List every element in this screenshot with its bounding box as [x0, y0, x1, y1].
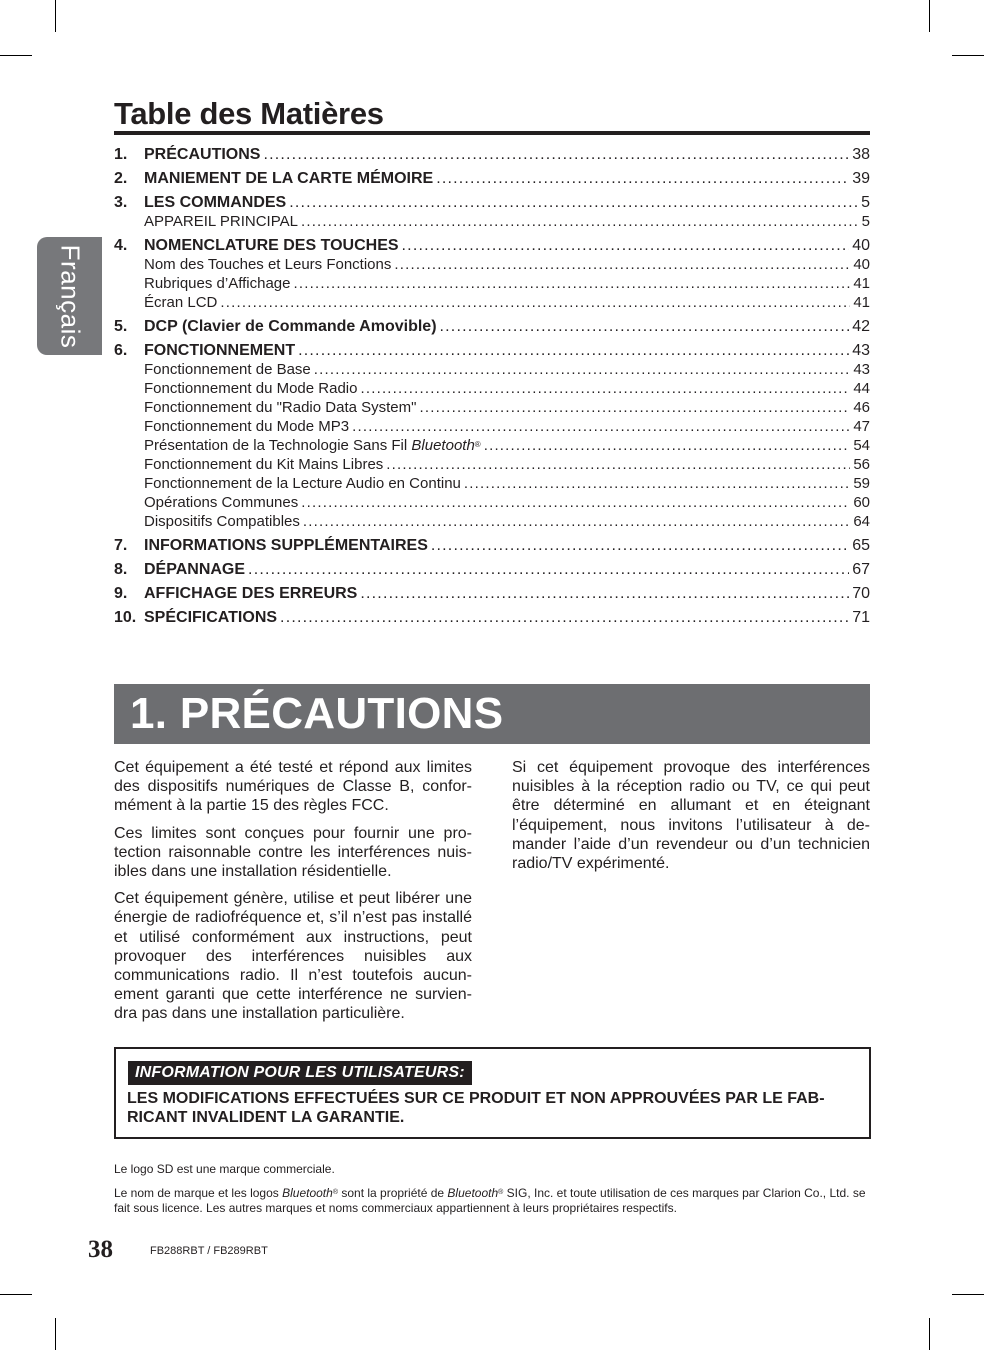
toc-leader-dots — [360, 584, 849, 603]
toc-entry-page: 64 — [853, 513, 870, 530]
toc-entry-number: 7. — [114, 537, 128, 554]
registered-mark: ® — [498, 1189, 504, 1196]
toc-subentry[interactable] — [114, 493, 870, 512]
page-number: 38 — [88, 1236, 113, 1263]
toc-entry-number: 4. — [114, 237, 128, 254]
paragraph: Cet équipement génère, utilise et peut libérer une énergie de radiofréquence et, s’il n’est pas installé et utilisé conformément aux instructions, peut provoquer des interférences nuisibles aux communications radio. Il n’est toutefois aucunement garanti que cette interférence ne surviendra pas dans une installation particulière. — [114, 890, 472, 1023]
toc-leader-dots — [436, 169, 849, 188]
toc-entry-label — [144, 169, 433, 188]
toc-entry-page: 70 — [852, 585, 870, 602]
registered-mark: ® — [474, 440, 481, 449]
toc-entry-label — [144, 255, 391, 274]
toc-entry-label-text: Fonctionnement du Mode Radio — [144, 380, 358, 397]
footnote-italic: Bluetooth — [282, 1186, 333, 1200]
toc-entry-label-text: Écran LCD — [144, 294, 218, 311]
toc-leader-dots — [289, 193, 858, 212]
toc-entry-label — [144, 560, 245, 579]
toc-subentry[interactable] — [114, 455, 870, 474]
footnote-italic: Bluetooth — [447, 1186, 499, 1200]
toc-entry-label-text: Fonctionnement du Kit Mains Libres — [144, 456, 384, 473]
crop-mark — [952, 1294, 984, 1295]
toc-entry-label — [144, 379, 357, 398]
toc-leader-dots — [394, 255, 850, 274]
toc-leader-dots — [293, 274, 850, 293]
toc-entry[interactable] — [114, 169, 870, 188]
toc-entry-page: 54 — [853, 437, 870, 454]
toc-entry-page: 42 — [852, 318, 870, 335]
toc-entry-label — [144, 360, 311, 379]
toc-leader-dots — [419, 398, 850, 417]
toc-entry[interactable] — [114, 584, 870, 603]
toc-subentry[interactable] — [114, 274, 870, 293]
toc-entry-page: 65 — [852, 537, 870, 554]
right-column — [512, 758, 870, 881]
toc-leader-dots — [314, 360, 851, 379]
toc-entry-label — [144, 436, 481, 455]
toc-leader-dots — [263, 145, 849, 164]
toc-entry-page: 60 — [853, 494, 870, 511]
toc-entry-label — [144, 493, 298, 512]
toc-leader-dots — [248, 560, 849, 579]
toc-leader-dots — [431, 536, 849, 555]
footnote-text: SIG, Inc. et toute utilisation de ces marques par Clarion Co., Ltd. se fait sous licence. Les autres marques et noms commerciaux appartiennent à leurs propriétaires respectifs. — [114, 1186, 866, 1215]
toc-entry-label-text: MANIEMENT DE LA CARTE MÉMOIRE — [144, 170, 434, 187]
toc-entry-label-text: PRÉCAUTIONS — [144, 146, 261, 163]
info-box-text: LES MODIFICATIONS EFFECTUÉES SUR CE PRODUIT ET NON APPROUVÉES PAR LE FABRICANT INVALIDENT LA GARANTIE. — [127, 1090, 825, 1126]
toc-entry-label-text: FONCTIONNEMENT — [144, 342, 296, 359]
toc-entry[interactable] — [114, 536, 870, 555]
toc-leader-dots — [301, 212, 859, 231]
toc-entry-number: 9. — [114, 585, 128, 602]
toc-entry[interactable] — [114, 560, 870, 579]
toc-entry-label-text: DÉPANNAGE — [144, 561, 246, 578]
toc-entry-label-text: Fonctionnement de la Lecture Audio en Continu — [144, 475, 461, 492]
crop-mark — [929, 1318, 930, 1350]
toc-entry-page: 46 — [853, 399, 870, 416]
toc-title: Table des Matières — [114, 96, 384, 131]
toc-entry-label — [144, 512, 300, 531]
toc-leader-dots — [220, 293, 850, 312]
toc-entry-label-text: Fonctionnement du Mode MP3 — [144, 418, 350, 435]
toc-entry-label-text: Rubriques d’Affichage — [144, 275, 291, 292]
toc-entry-page: 38 — [852, 146, 870, 163]
toc-leader-dots — [303, 512, 850, 531]
toc-entry[interactable] — [114, 317, 870, 336]
toc-entry-label-text: Fonctionnement du "Radio Data System" — [144, 399, 417, 416]
toc-subentry[interactable] — [114, 398, 870, 417]
toc-entry-label — [144, 193, 286, 212]
toc-entry-number: 2. — [114, 170, 128, 187]
toc-entry-label — [144, 398, 416, 417]
language-tab — [37, 237, 102, 355]
toc-subentry[interactable] — [114, 417, 870, 436]
crop-mark — [929, 0, 930, 32]
toc-entry-page: 56 — [853, 456, 870, 473]
toc-entry-number: 3. — [114, 194, 128, 211]
toc-subentry[interactable] — [114, 212, 870, 231]
paragraph: Ces limites sont conçues pour fournir une protection raisonnable contre les interférences nuisibles dans une installation résidentielle. — [114, 824, 472, 881]
toc-entry-number: 10. — [114, 609, 137, 626]
toc-entry-label-text: LES COMMANDES — [144, 194, 287, 211]
footnote-text: sont la propriété de — [341, 1186, 445, 1200]
toc-subentry[interactable] — [114, 379, 870, 398]
crop-mark — [55, 1318, 56, 1350]
table-of-contents — [114, 145, 870, 627]
toc-entry-page: 67 — [852, 561, 870, 578]
paragraph: Si cet équipement provoque des interférences nuisibles à la réception radio ou TV, ce qui peut être déterminé en allumant et en éteignant l’équipement, nous invitons l’utilisateur à demander l’aide d’un revendeur ou d’un technicien radio/TV expérimenté. — [512, 759, 870, 873]
toc-leader-dots — [464, 474, 850, 493]
toc-entry-label-text: NOMENCLATURE DES TOUCHES — [144, 237, 399, 254]
toc-entry-label-text: AFFICHAGE DES ERREURS — [144, 585, 358, 602]
paragraph: Cet équipement a été testé et répond aux limites des dispositifs numériques de Classe B, conformément à la partie 15 des règles FCC. — [114, 759, 472, 815]
toc-rule — [114, 131, 870, 135]
toc-entry[interactable] — [114, 608, 870, 627]
toc-leader-dots — [484, 436, 851, 455]
toc-leader-dots — [352, 417, 850, 436]
toc-entry-label-text: Fonctionnement de Base — [144, 361, 311, 378]
toc-entry-number: 5. — [114, 318, 128, 335]
toc-entry-label — [144, 536, 428, 555]
toc-subentry[interactable] — [114, 255, 870, 274]
toc-leader-dots — [280, 608, 849, 627]
toc-entry-number: 6. — [114, 342, 128, 359]
toc-entry-number: 8. — [114, 561, 128, 578]
registered-mark: ® — [332, 1189, 338, 1196]
toc-leader-dots — [402, 236, 850, 255]
toc-entry-label — [144, 236, 399, 255]
toc-entry-page: 5 — [861, 194, 870, 211]
toc-entry-label — [144, 417, 349, 436]
toc-leader-dots — [298, 341, 849, 360]
toc-entry-label — [144, 341, 295, 360]
toc-entry[interactable] — [114, 193, 870, 212]
section-header — [114, 684, 870, 744]
toc-entry-label — [144, 317, 437, 336]
toc-entry-page: 59 — [853, 475, 870, 492]
toc-entry-page: 41 — [853, 294, 870, 311]
toc-entry-page: 40 — [853, 256, 870, 273]
info-box-label: INFORMATION POUR LES UTILISATEURS: — [128, 1061, 472, 1085]
toc-entry-label — [144, 474, 461, 493]
toc-entry-page: 71 — [852, 609, 870, 626]
toc-leader-dots — [440, 317, 850, 336]
toc-entry-page: 43 — [852, 342, 870, 359]
toc-subentry[interactable] — [114, 293, 870, 312]
toc-entry-page: 43 — [853, 361, 870, 378]
toc-entry-label — [144, 608, 277, 627]
toc-entry[interactable] — [114, 341, 870, 360]
toc-leader-dots — [301, 493, 850, 512]
toc-entry-label — [144, 455, 383, 474]
toc-entry[interactable] — [114, 145, 870, 164]
toc-subentry[interactable] — [114, 512, 870, 531]
crop-mark — [0, 1294, 32, 1295]
user-information-box — [114, 1047, 871, 1139]
toc-entry-label-text: Nom des Touches et Leurs Fonctions — [144, 256, 392, 273]
toc-entry-page: 41 — [853, 275, 870, 292]
toc-entry-label-text: INFORMATIONS SUPPLÉMENTAIRES — [144, 537, 428, 554]
toc-entry-label-text: APPAREIL PRINCIPAL — [144, 213, 298, 230]
toc-entry-number: 1. — [114, 146, 128, 163]
toc-subentry[interactable] — [114, 436, 870, 455]
toc-entry-label-text: DCP (Clavier de Commande Amovible) — [144, 318, 437, 335]
toc-entry-page: 40 — [852, 237, 870, 254]
toc-entry-label-italic: Bluetooth — [411, 437, 475, 454]
toc-entry-label — [144, 212, 298, 231]
left-column — [114, 758, 472, 1032]
toc-entry-label-text: SPÉCIFICATIONS — [144, 609, 278, 626]
toc-entry-label — [144, 293, 217, 312]
toc-entry-label — [144, 274, 290, 293]
toc-subentry[interactable] — [114, 360, 870, 379]
toc-subentry[interactable] — [114, 474, 870, 493]
toc-entry-page: 5 — [861, 213, 870, 230]
toc-entry-page: 44 — [853, 380, 870, 397]
footnote-bluetooth — [114, 1186, 870, 1215]
footnote-sd: Le logo SD est une marque commerciale. — [114, 1162, 335, 1176]
footnote-text: Le nom de marque et les logos — [114, 1186, 279, 1200]
toc-entry[interactable] — [114, 236, 870, 255]
crop-mark — [55, 0, 56, 32]
toc-entry-label-text: Présentation de la Technologie Sans Fil — [144, 437, 408, 454]
section-title: 1. PRÉCAUTIONS — [130, 689, 504, 738]
toc-leader-dots — [360, 379, 850, 398]
toc-entry-label — [144, 584, 357, 603]
model-number: FB288RBT / FB289RBT — [150, 1245, 268, 1257]
crop-mark — [952, 55, 984, 56]
toc-entry-label-text: Dispositifs Compatibles — [144, 513, 300, 530]
toc-leader-dots — [386, 455, 850, 474]
toc-entry-label-text: Opérations Communes — [144, 494, 299, 511]
crop-mark — [0, 55, 32, 56]
toc-entry-page: 47 — [853, 418, 870, 435]
toc-entry-label — [144, 145, 260, 164]
toc-entry-page: 39 — [852, 170, 870, 187]
language-tab-label: Français — [55, 244, 86, 348]
